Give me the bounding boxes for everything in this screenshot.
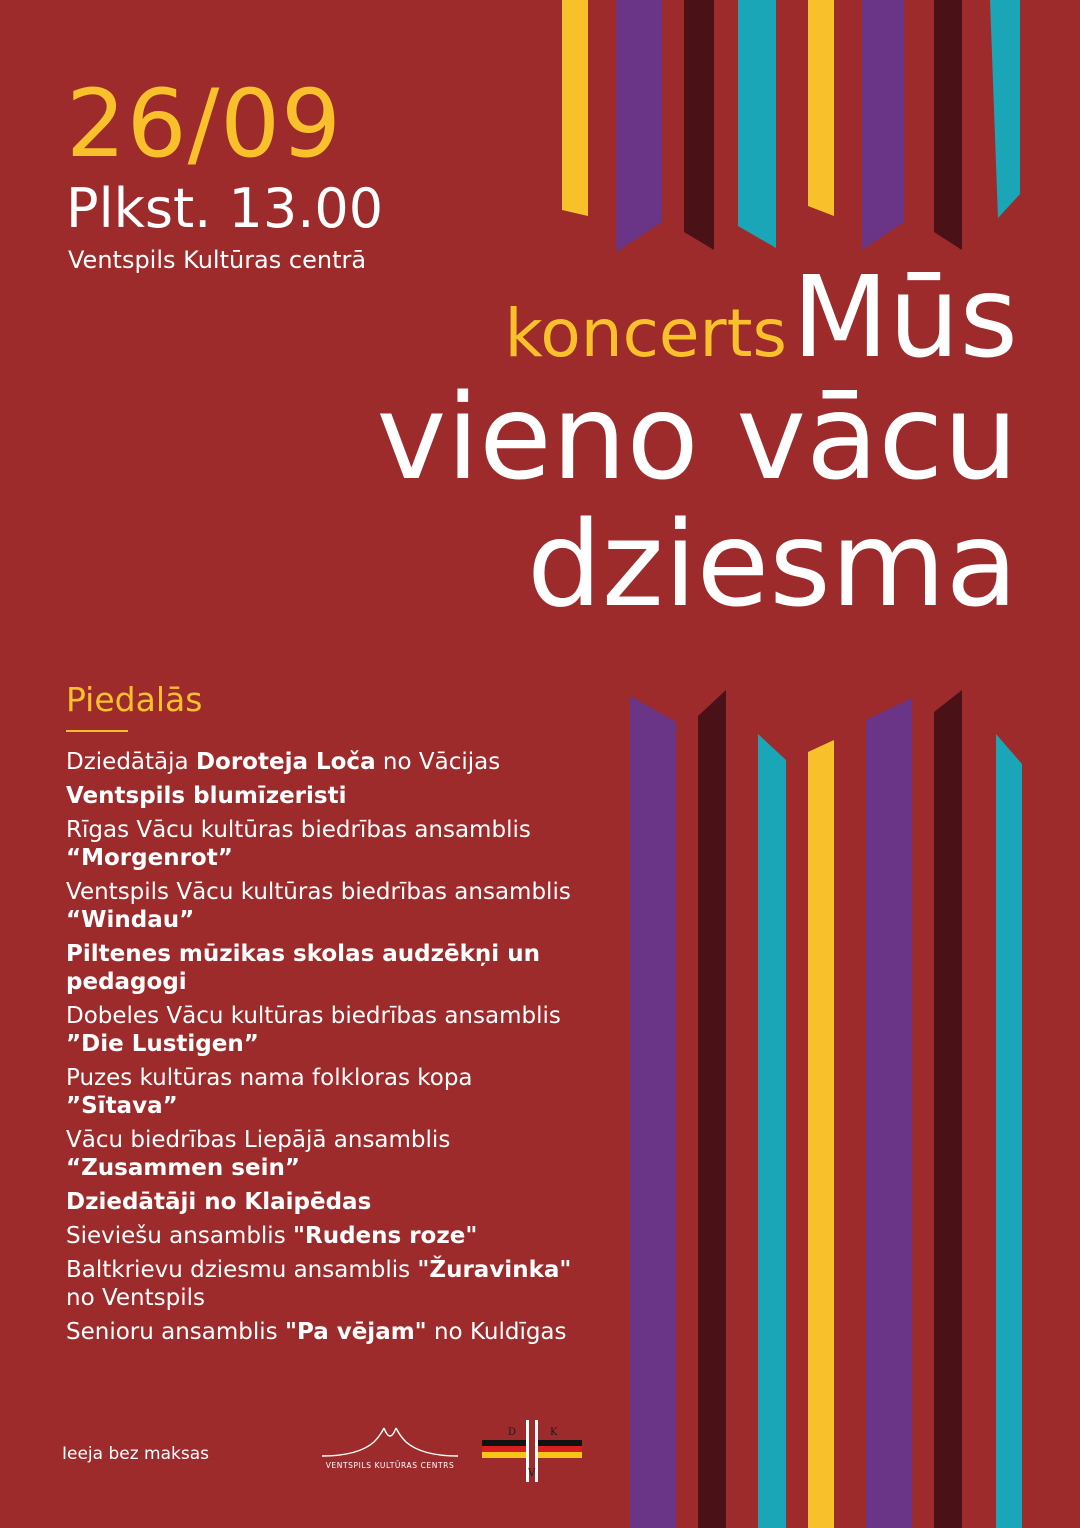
participants-section xyxy=(66,680,596,1352)
participant-text: no Vācijas xyxy=(375,748,501,775)
free-entry-note: Ieeja bez maksas xyxy=(62,1444,210,1464)
vkc-logo-text: VENTSPILS KULTŪRAS CENTRS xyxy=(325,1461,455,1470)
participant-text: no Kuldīgas xyxy=(426,1318,567,1345)
stripe-dark-maroon xyxy=(684,0,714,250)
stripe-yellow xyxy=(808,740,834,1528)
stripe-dark-maroon xyxy=(698,690,726,1528)
participant-item xyxy=(66,1002,596,1058)
participant-name: Dziedātāji no Klaipēdas xyxy=(66,1188,372,1215)
stripe-teal xyxy=(990,0,1020,218)
concert-title xyxy=(278,253,1018,634)
stripe-teal xyxy=(996,734,1022,1528)
participant-text: Baltkrievu dziesmu ansamblis xyxy=(66,1256,418,1283)
participant-item xyxy=(66,1318,596,1346)
stripe-yellow xyxy=(808,0,834,216)
participant-text: Rīgas Vācu kultūras biedrības ansamblis xyxy=(66,816,531,843)
stripe-yellow xyxy=(562,0,588,216)
participant-name: “Morgenrot” xyxy=(66,844,233,871)
event-date: 26/09 xyxy=(66,70,342,179)
participant-item xyxy=(66,748,596,776)
participants-list xyxy=(66,748,596,1346)
heading-underline xyxy=(66,730,128,732)
participant-name: Doroteja Loča xyxy=(195,748,376,775)
participant-item xyxy=(66,1064,596,1120)
stripe-dark-maroon xyxy=(934,0,962,250)
participant-name: ”Die Lustigen” xyxy=(66,1030,259,1057)
participants-heading: Piedalās xyxy=(66,680,203,719)
participant-item xyxy=(66,878,596,934)
event-time: Plkst. 13.00 xyxy=(66,177,384,240)
stripe-purple xyxy=(862,0,904,250)
stripe-dark-maroon xyxy=(934,690,962,1528)
participant-name: ”Sītava” xyxy=(66,1092,178,1119)
participant-text: Senioru ansamblis xyxy=(66,1318,285,1345)
title-line-1: Mūs xyxy=(792,253,1018,383)
participant-text: no Ventspils xyxy=(66,1284,205,1311)
dkv-letter-v: V xyxy=(528,1468,536,1479)
title-line-2: vieno vācu xyxy=(376,368,1018,506)
participant-text: Ventspils Vācu kultūras biedrības ansamblis xyxy=(66,878,571,905)
stripe-purple xyxy=(630,696,676,1528)
participant-name: "Žuravinka" xyxy=(417,1256,572,1283)
title-first-line xyxy=(278,253,1018,383)
participant-name: "Pa vējam" xyxy=(284,1318,427,1345)
title-line-3: dziesma xyxy=(527,495,1018,634)
event-venue: Ventspils Kultūras centrā xyxy=(68,246,367,274)
participant-text: Puzes kultūras nama folkloras kopa xyxy=(66,1064,473,1091)
participant-name: Ventspils blumīzeristi xyxy=(66,782,347,809)
participant-name: “Zusammen sein” xyxy=(66,1154,300,1181)
stripe-purple xyxy=(866,698,912,1528)
participant-item xyxy=(66,1188,596,1216)
participant-name: “Windau” xyxy=(66,906,195,933)
participant-item xyxy=(66,1256,596,1312)
participant-text: Dziedātāja xyxy=(66,748,196,775)
participant-item xyxy=(66,1222,596,1250)
participant-item xyxy=(66,1126,596,1182)
participant-name: "Rudens roze" xyxy=(293,1222,478,1249)
dkv-letter-k: K xyxy=(550,1427,558,1438)
participant-text: Sieviešu ansamblis xyxy=(66,1222,293,1249)
participant-text: Vācu biedrības Liepājā ansamblis xyxy=(66,1126,451,1153)
participant-name: Piltenes mūzikas skolas audzēkņi un pedagogi xyxy=(66,940,540,995)
title-prefix: koncerts xyxy=(504,295,787,372)
participant-text: Dobeles Vācu kultūras biedrības ansamblis xyxy=(66,1002,561,1029)
participant-item xyxy=(66,940,596,996)
stripe-purple xyxy=(616,0,662,252)
participant-item xyxy=(66,782,596,810)
stripe-teal xyxy=(758,734,786,1528)
dkv-letter-d: D xyxy=(508,1427,517,1438)
participant-item xyxy=(66,816,596,872)
stripe-teal xyxy=(738,0,776,248)
